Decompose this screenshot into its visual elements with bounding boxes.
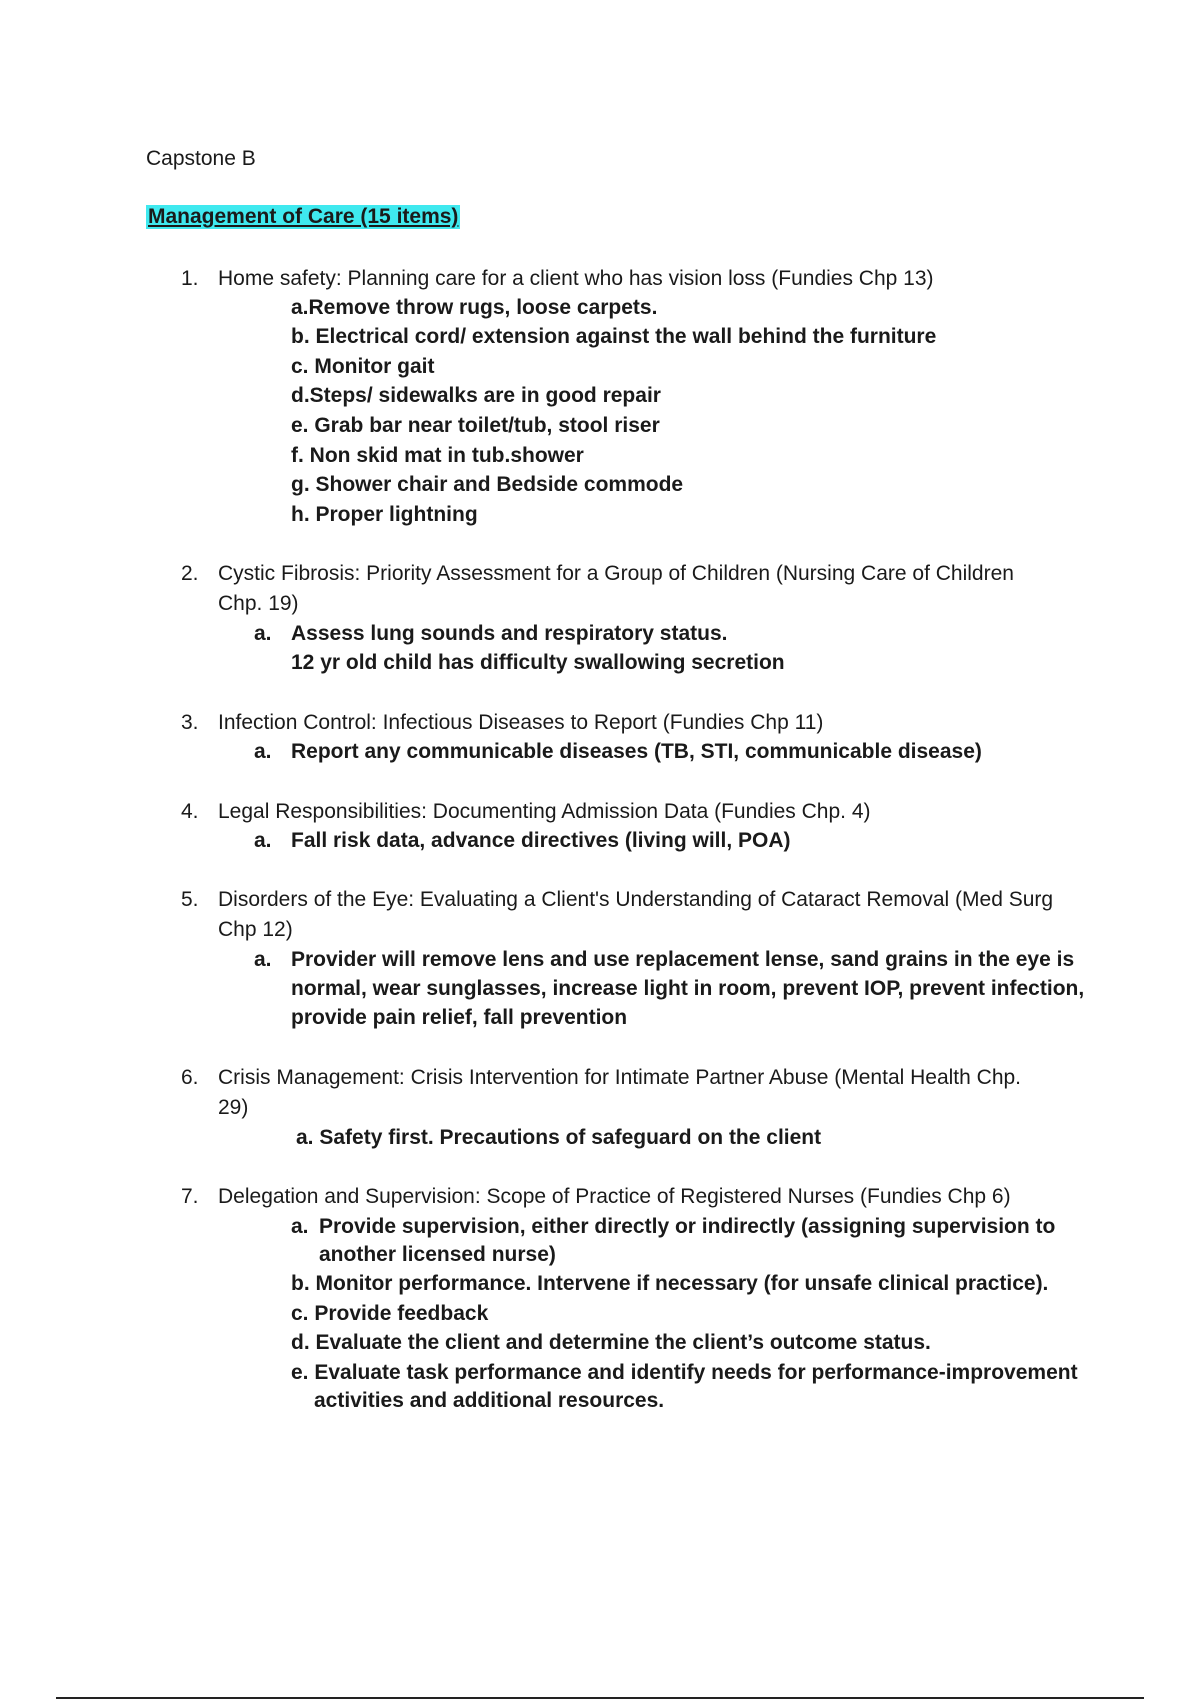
item-question-line: Cystic Fibrosis: Priority Assessment for a Group of Children (Nursing Care of Children xyxy=(218,562,1014,585)
answer-label: a. xyxy=(291,1215,309,1238)
answer-line: c. Monitor gait xyxy=(291,355,435,378)
item-number: 3. xyxy=(181,711,199,734)
answer-line: e. Grab bar near toilet/tub, stool riser xyxy=(291,414,660,437)
answer-line: Provide supervision, either directly or indirectly (assigning supervision to xyxy=(319,1215,1056,1238)
answer-label: a. xyxy=(254,740,272,763)
answer-line: Fall risk data, advance directives (living will, POA) xyxy=(291,829,791,852)
answer-line: b. Electrical cord/ extension against the wall behind the furniture xyxy=(291,325,937,348)
item-number: 6. xyxy=(181,1066,199,1089)
answer-line: activities and additional resources. xyxy=(314,1389,665,1412)
section-heading: Management of Care (15 items) xyxy=(148,205,459,228)
item-number: 1. xyxy=(181,267,199,290)
item-question-line: 29) xyxy=(218,1096,249,1119)
item-question: Home safety: Planning care for a client who has vision loss (Fundies Chp 13) xyxy=(218,267,934,290)
item-number: 5. xyxy=(181,888,199,911)
answer-line: Assess lung sounds and respiratory status. xyxy=(291,622,728,645)
item-number: 4. xyxy=(181,800,199,823)
item-question: Legal Responsibilities: Documenting Admission Data (Fundies Chp. 4) xyxy=(218,800,871,823)
answer-line: d.Steps/ sidewalks are in good repair xyxy=(291,384,661,407)
item-number: 7. xyxy=(181,1185,199,1208)
answer-line: e. Evaluate task performance and identify needs for performance-improvement xyxy=(291,1361,1078,1384)
answer-label: a. xyxy=(254,829,272,852)
answer-line: c. Provide feedback xyxy=(291,1302,489,1325)
page-bottom-rule xyxy=(56,1697,1144,1699)
item-question-line: Chp 12) xyxy=(218,918,293,941)
answer-label: a. xyxy=(254,622,272,645)
answer-line: f. Non skid mat in tub.shower xyxy=(291,444,584,467)
answer-line: Provider will remove lens and use replacement lense, sand grains in the eye is xyxy=(291,948,1075,971)
item-question-line: Disorders of the Eye: Evaluating a Client's Understanding of Cataract Removal (Med Surg xyxy=(218,888,1054,911)
answer-line: normal, wear sunglasses, increase light in room, prevent IOP, prevent infection, xyxy=(291,977,1085,1000)
item-question: Delegation and Supervision: Scope of Practice of Registered Nurses (Fundies Chp 6) xyxy=(218,1185,1011,1208)
answer-label: a. xyxy=(254,948,272,971)
answer-line: d. Evaluate the client and determine the client’s outcome status. xyxy=(291,1331,931,1354)
answer-line: g. Shower chair and Bedside commode xyxy=(291,473,684,496)
document-title: Capstone B xyxy=(146,147,256,170)
answer-line: Report any communicable diseases (TB, STI, communicable disease) xyxy=(291,740,982,763)
answer-line: provide pain relief, fall prevention xyxy=(291,1006,628,1029)
answer-line: b. Monitor performance. Intervene if necessary (for unsafe clinical practice). xyxy=(291,1272,1049,1295)
answer-line: a.Remove throw rugs, loose carpets. xyxy=(291,296,658,319)
item-question-line: Chp. 19) xyxy=(218,592,299,615)
item-number: 2. xyxy=(181,562,199,585)
item-question: Infection Control: Infectious Diseases to Report (Fundies Chp 11) xyxy=(218,711,824,734)
answer-line: a. Safety first. Precautions of safeguard on the client xyxy=(296,1126,822,1149)
item-question-line: Crisis Management: Crisis Intervention for Intimate Partner Abuse (Mental Health Chp. xyxy=(218,1066,1022,1089)
answer-line: h. Proper lightning xyxy=(291,503,478,526)
answer-line: another licensed nurse) xyxy=(319,1243,556,1266)
answer-line: 12 yr old child has difficulty swallowing secretion xyxy=(291,651,785,674)
